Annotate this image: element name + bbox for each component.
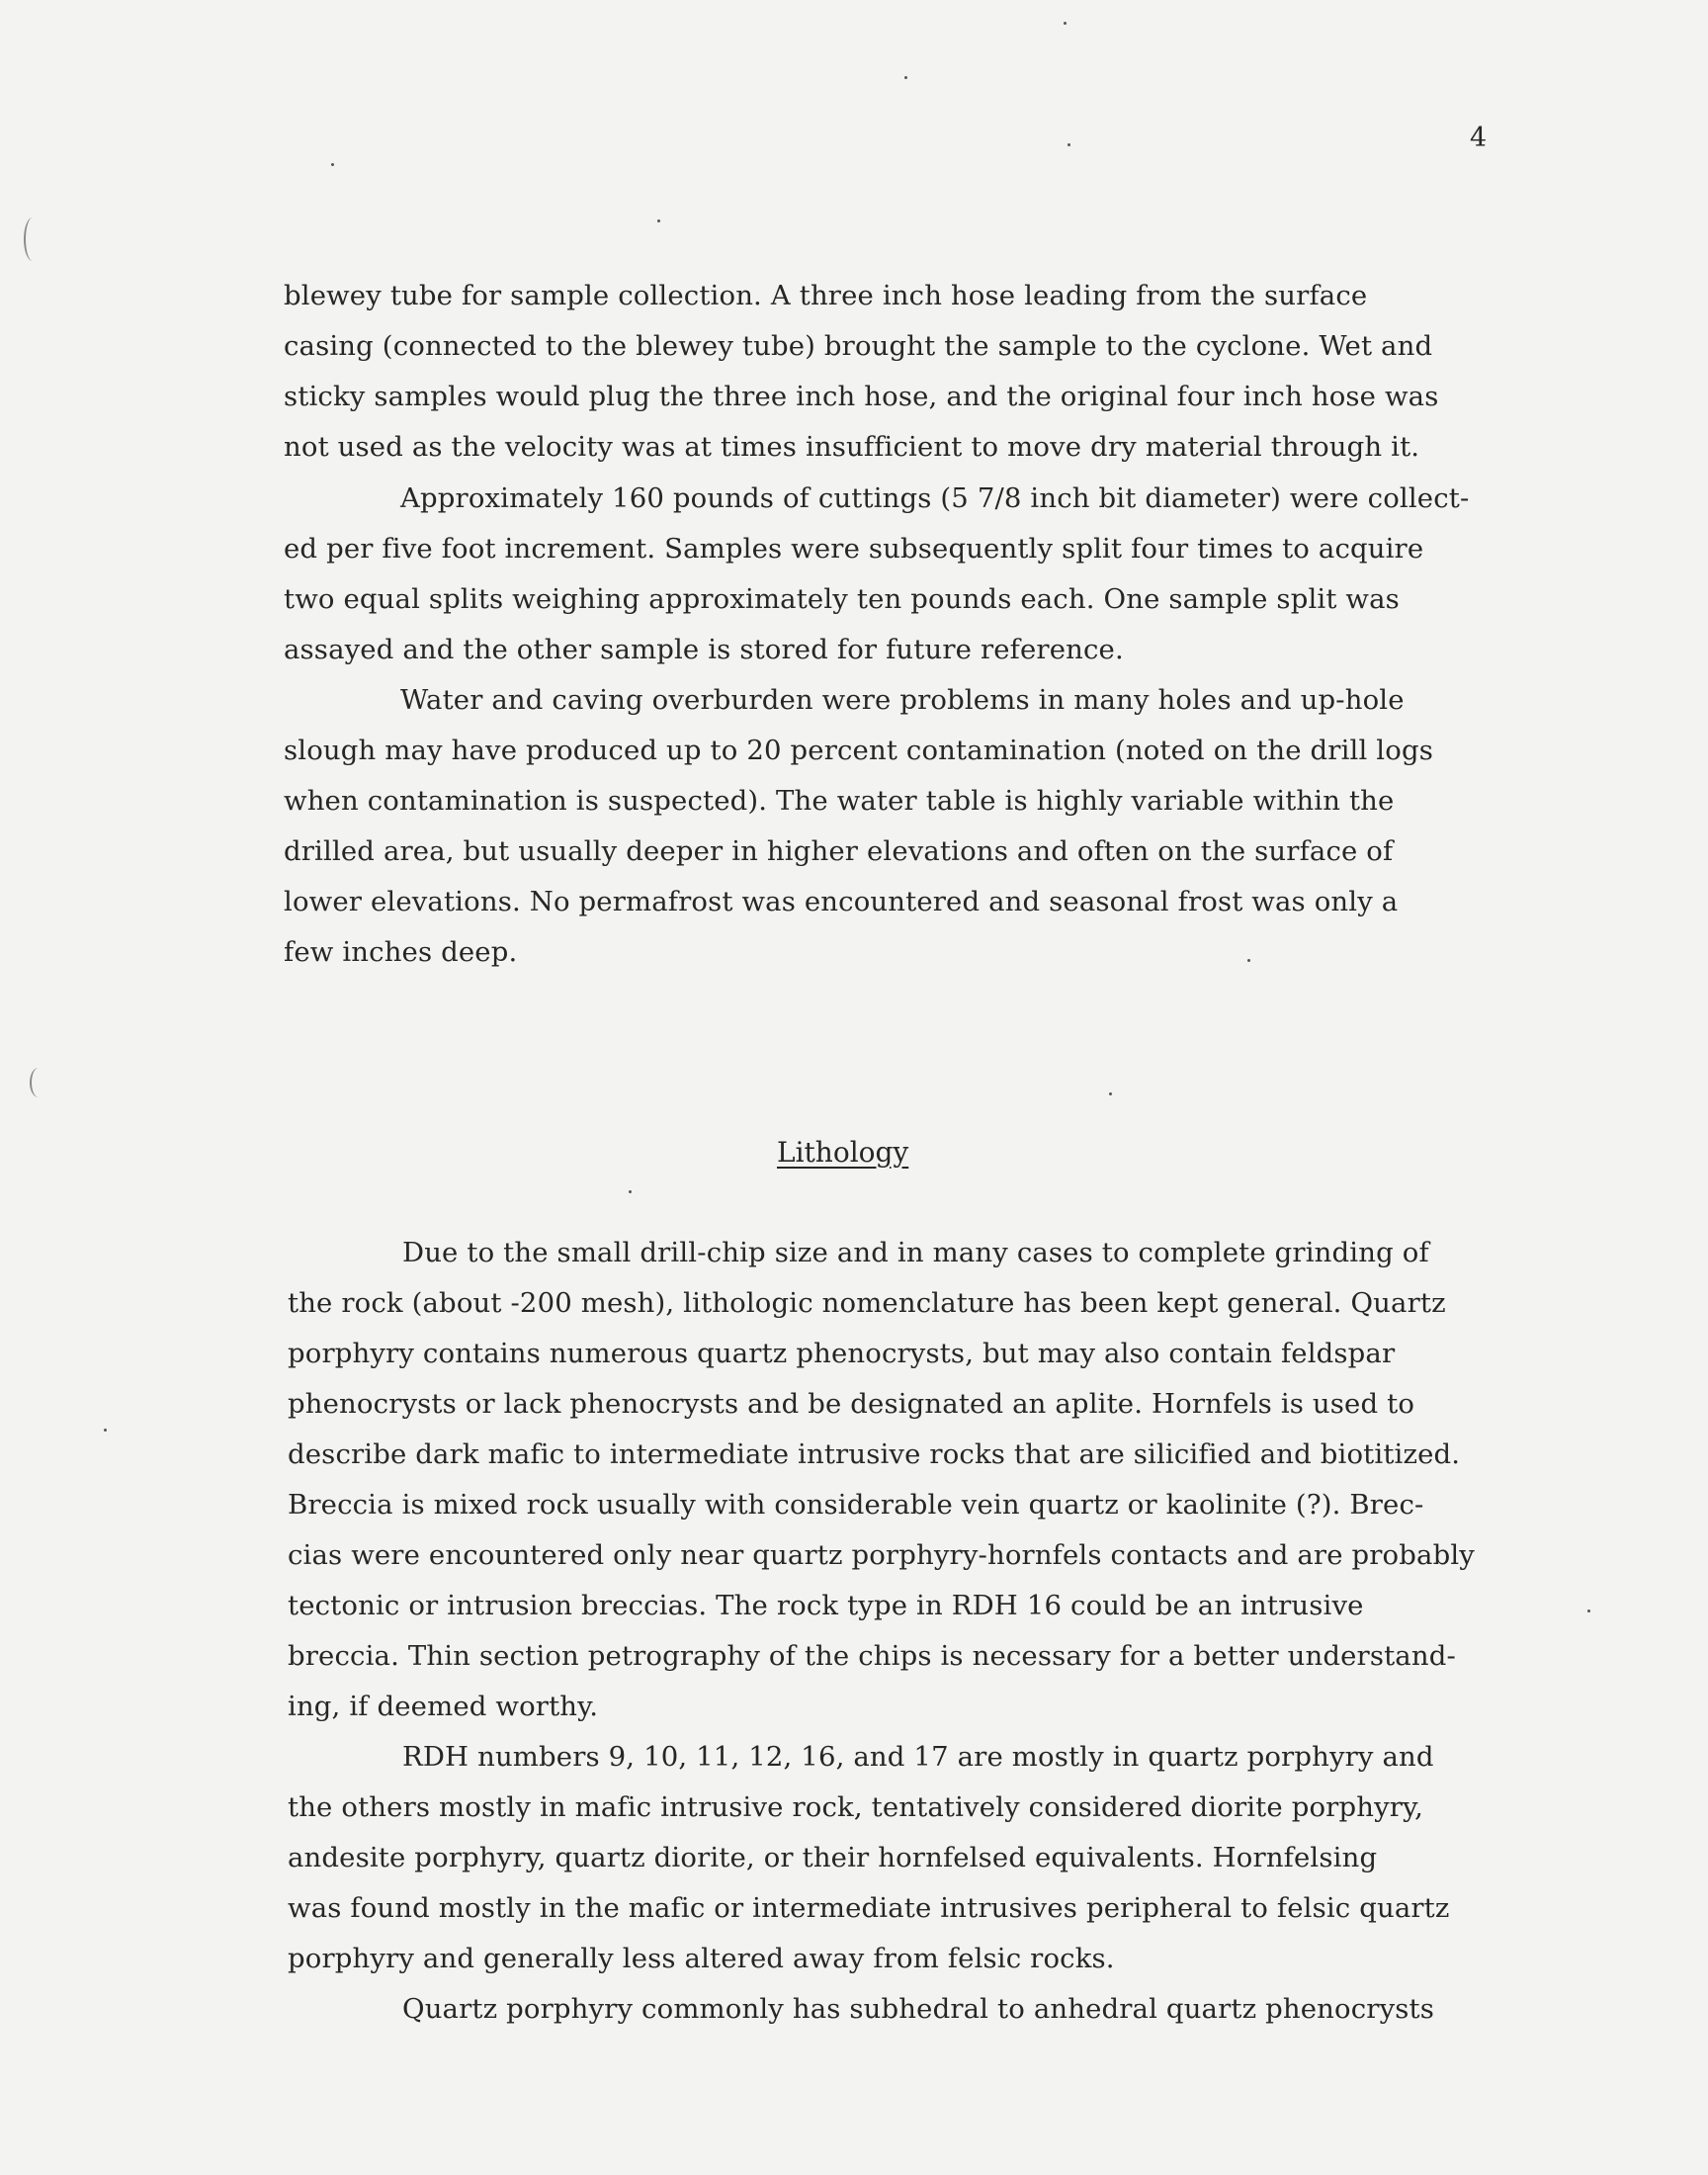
text-line: Water and caving overburden were problems in many holes and up-hole xyxy=(400,684,1405,716)
text-line: not used as the velocity was at times insufficient to move dry material through it. xyxy=(284,431,1420,463)
text-line: porphyry and generally less altered away from felsic rocks. xyxy=(288,1943,1115,1974)
section-heading: Lithology xyxy=(777,1136,909,1169)
scan-speck xyxy=(657,219,660,222)
scan-speck xyxy=(629,1190,632,1193)
scan-speck xyxy=(104,1429,107,1432)
text-line: lower elevations. No permafrost was encountered and seasonal frost was only a xyxy=(284,886,1399,917)
scan-speck xyxy=(1064,22,1067,25)
text-line: drilled area, but usually deeper in higher elevations and often on the surface of xyxy=(284,835,1394,867)
text-line: the others mostly in mafic intrusive rock, tentatively considered diorite porphyry, xyxy=(288,1791,1423,1823)
text-line: assayed and the other sample is stored for future reference. xyxy=(284,634,1124,665)
scan-speck xyxy=(1247,959,1250,962)
text-line: describe dark mafic to intermediate intrusive rocks that are silicified and biotitized. xyxy=(288,1438,1461,1470)
text-line: sticky samples would plug the three inch hose, and the original four inch hose was xyxy=(284,381,1439,412)
text-line: the rock (about -200 mesh), lithologic nomenclature has been kept general. Quartz xyxy=(288,1287,1446,1319)
text-line: Breccia is mixed rock usually with considerable vein quartz or kaolinite (?). Brec- xyxy=(288,1489,1424,1521)
text-line: when contamination is suspected). The water table is highly variable within the xyxy=(284,785,1395,817)
page-number: 4 xyxy=(1470,123,1488,153)
text-line: cias were encountered only near quartz porphyry-hornfels contacts and are probably xyxy=(288,1539,1475,1571)
text-line: few inches deep. xyxy=(284,936,518,968)
text-line: casing (connected to the blewey tube) brought the sample to the cyclone. Wet and xyxy=(284,330,1433,362)
text-line: RDH numbers 9, 10, 11, 12, 16, and 17 are mostly in quartz porphyry and xyxy=(402,1741,1434,1773)
scan-speck xyxy=(904,76,907,79)
text-line: andesite porphyry, quartz diorite, or their hornfelsed equivalents. Hornfelsing xyxy=(288,1842,1378,1873)
text-line: ed per five foot increment. Samples were subsequently split four times to acquire xyxy=(284,533,1424,565)
text-line: blewey tube for sample collection. A three inch hose leading from the surface xyxy=(284,280,1368,311)
margin-binding-mark xyxy=(30,1068,47,1097)
scan-speck xyxy=(331,163,334,166)
text-line: two equal splits weighing approximately ten pounds each. One sample split was xyxy=(284,583,1400,615)
text-line: was found mostly in the mafic or intermediate intrusives peripheral to felsic quartz xyxy=(288,1892,1450,1924)
text-line: Due to the small drill-chip size and in many cases to complete grinding of xyxy=(402,1237,1429,1268)
text-line: slough may have produced up to 20 percent contamination (noted on the drill logs xyxy=(284,735,1433,766)
text-line: ing, if deemed worthy. xyxy=(288,1691,599,1722)
scan-speck xyxy=(1109,1092,1112,1095)
text-line: tectonic or intrusion breccias. The rock type in RDH 16 could be an intrusive xyxy=(288,1590,1364,1621)
text-line: breccia. Thin section petrography of the chips is necessary for a better understand- xyxy=(288,1640,1456,1672)
text-line: porphyry contains numerous quartz phenocrysts, but may also contain feldspar xyxy=(288,1338,1396,1369)
text-line: Approximately 160 pounds of cuttings (5 7/8 inch bit diameter) were collect- xyxy=(400,482,1470,514)
scan-speck xyxy=(1587,1610,1590,1612)
scan-speck xyxy=(1068,143,1070,146)
text-line: Quartz porphyry commonly has subhedral to anhedral quartz phenocrysts xyxy=(402,1993,1434,2025)
margin-binding-mark xyxy=(24,218,42,261)
text-line: phenocrysts or lack phenocrysts and be designated an aplite. Hornfels is used to xyxy=(288,1388,1415,1420)
